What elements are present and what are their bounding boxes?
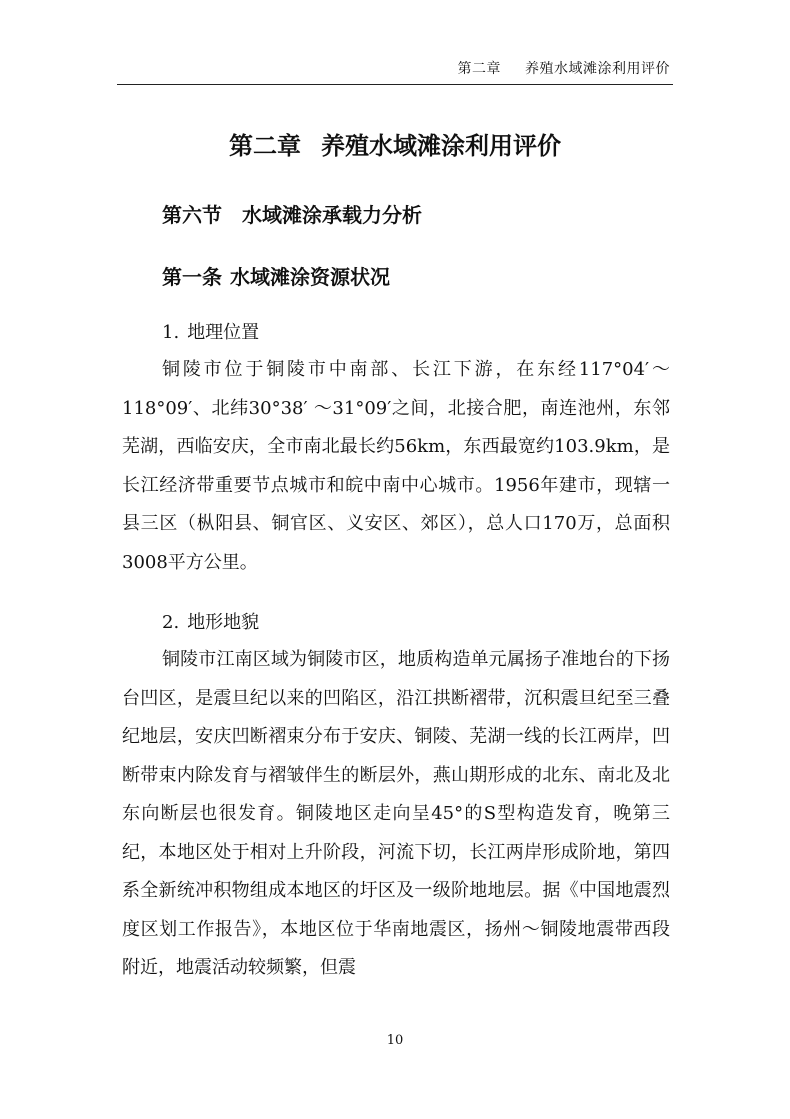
subheading-title: 地形地貌: [187, 612, 260, 633]
page-number: 10: [386, 1033, 404, 1048]
running-header-title: 养殖水域滩涂利用评价: [525, 61, 670, 77]
subheading-number: 1.: [162, 322, 180, 343]
paragraph-terrain: 铜陵市江南区域为铜陵市区，地质构造单元属扬子准地台的下扬台凹区，是震旦纪以来的凹陷区，沿江拱断褶带，沉积震旦纪至三叠纪地层，安庆凹断褶束分布于安庆、铜陵、芜湖一线的长江两岸，凹断带束内除发育与褶皱伴生的断层外，燕山期形成的北东、南北及北东向断层也很发育。铜陵地区走向呈45°的S型构造发育，晚第三纪，本地区处于相对上升阶段，河流下切，长江两岸形成阶地，第四系全新统冲积物组成本地区的圩区及一级阶地地层。据《中国地震烈度区划工作报告》，本地区位于华南地震区，扬州～铜陵地震带西段附近，地震活动较频繁，但震: [122, 649, 670, 978]
section-title: [162, 199, 422, 228]
article-number: 第一条: [162, 265, 222, 289]
running-header: [458, 58, 671, 78]
section-number: 第六节: [162, 203, 222, 227]
chapter-title: [0, 126, 790, 161]
article-title-text: 水域滩涂资源状况: [230, 265, 390, 289]
subheading-title: 地理位置: [187, 322, 260, 343]
paragraph-location: 铜陵市位于铜陵市中南部、长江下游，在东经117°04′～118°09′、北纬30°38′ ～31°09′之间，北接合肥，南连池州，东邻芜湖，西临安庆，全市南北最长约56km，东西最宽约103.9km，是长江经济带重要节点城市和皖中南中心城市。1956年建市，现辖一县三区（枞阳县、铜官区、义安区、郊区），总人口170万，总面积3008平方公里。: [122, 359, 670, 573]
chapter-number: 第二章: [229, 131, 301, 160]
chapter-title-text: 养殖水域滩涂利用评价: [321, 131, 561, 160]
running-header-chapter: 第二章: [457, 61, 501, 77]
subheading-terrain: [162, 608, 259, 634]
section-title-text: 水域滩涂承载力分析: [242, 203, 422, 227]
header-rule: [117, 84, 673, 85]
subheading-location: [162, 318, 259, 344]
article-title: [162, 261, 390, 290]
subheading-number: 2.: [162, 612, 180, 633]
